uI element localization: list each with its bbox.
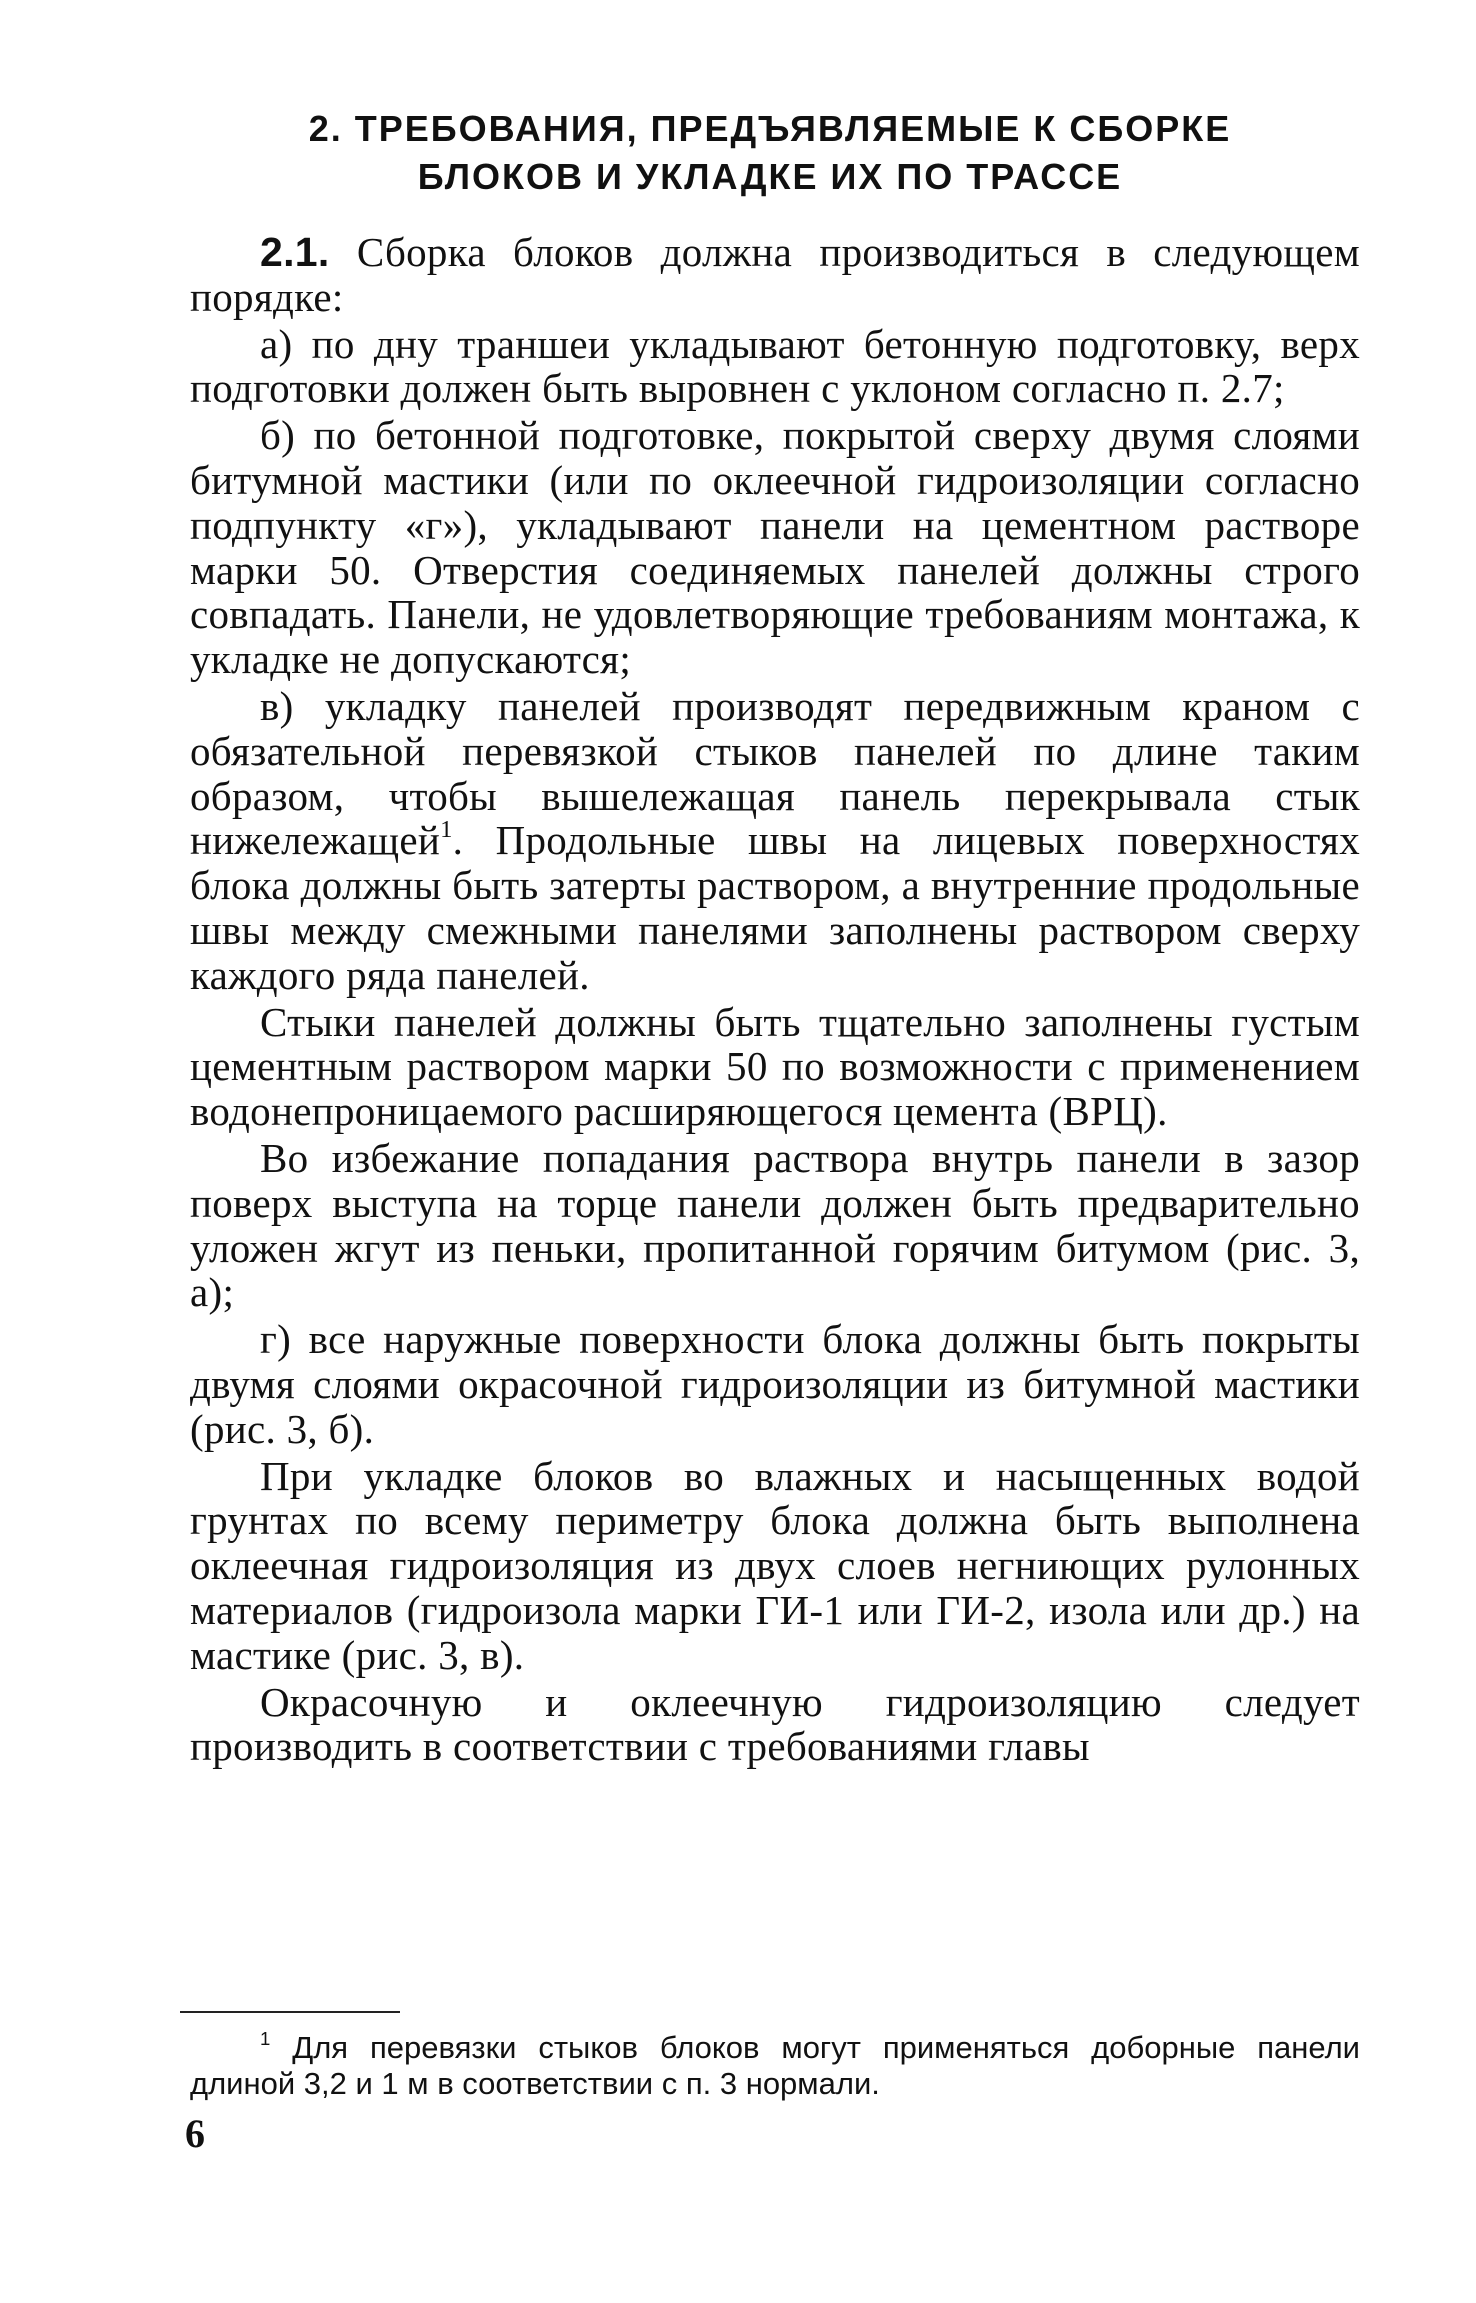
paragraph-item-g: г) все наружные поверхности блока должны быть покрыты двумя слоями окрасочной гидроизоляции из битумной мастики (рис. 3, б). (190, 1316, 1360, 1452)
paragraph-avoid: Во избежание попадания раствора внутрь панели в зазор поверх выступа на торце панели должен быть предварительно уложен жгут из пеньки, пропитанной горячим битумом (рис. 3, а); (190, 1134, 1360, 1316)
paragraph-item-b: б) по бетонной подготовке, покрытой сверху двумя слоями битумной мастики (или по оклеечной гидроизоляции согласно подпункту «г»), укладывают панели на цементном растворе марки 50. Отверстия соединяемых панелей должны строго совпадать. Панели, не удовлетворяющие требованиям монтажа, к укладке не допускаются; (190, 412, 1360, 683)
footnote-divider (180, 2011, 400, 2013)
paragraph-last: Окрасочную и оклеечную гидроизоляцию следует производить в соответствии с требованиями главы (190, 1678, 1360, 1770)
footnote (190, 2027, 1360, 2102)
intro-text: Сборка блоков должна производиться в следующем порядке: (190, 229, 1360, 320)
item-v-text-2: . Продольные швы на лицевых поверхностях блока должны быть затерты раствором, а внутренние продольные швы между смежными панелями заполнены раствором сверху каждого ряда панелей. (190, 817, 1360, 998)
clause-number: 2.1. (260, 229, 330, 275)
item-v-text-1: в) укладку панелей производят передвижным краном с обязательной перевязкой стыков панелей по длине таким образом, чтобы вышележащая панель перекрывала стык нижележащей (190, 682, 1360, 864)
footnote-text (190, 2027, 1360, 2102)
footnote-body: Для перевязки стыков блоков могут применяться доборные панели длиной 3,2 и 1 м в соответствии с п. 3 нормали. (190, 2030, 1360, 2101)
body-text (190, 230, 1360, 1771)
heading-line-1: 2. ТРЕБОВАНИЯ, ПРЕДЪЯВЛЯЕМЫЕ К СБОРКЕ (308, 108, 1232, 149)
heading-line-2: БЛОКОВ И УКЛАДКЕ ИХ ПО ТРАССЕ (417, 156, 1123, 197)
footnote-mark: 1 (260, 2027, 271, 2049)
footnote-reference: 1 (440, 816, 453, 844)
paragraph-joints: Стыки панелей должны быть тщательно заполнены густым цементным раствором марки 50 по возможности с применением водонепроницаемого расширяющегося цемента (ВРЦ). (190, 998, 1360, 1135)
paragraph-wet-soils: При укладке блоков во влажных и насыщенных водой грунтах по всему периметру блока должна быть выполнена оклеечная гидроизоляция из двух слоев негниющих рулонных материалов (гидроизола марки ГИ-1 или ГИ-2, изола или др.) на мастике (рис. 3, в). (190, 1452, 1360, 1678)
page-number: 6 (185, 2111, 205, 2156)
paragraph-item-a: а) по дну траншеи укладывают бетонную подготовку, верх подготовки должен быть выровнен с уклоном согласно п. 2.7; (190, 320, 1360, 412)
section-heading (190, 105, 1350, 201)
paragraph-intro (190, 230, 1360, 320)
paragraph-item-v (190, 684, 1360, 998)
